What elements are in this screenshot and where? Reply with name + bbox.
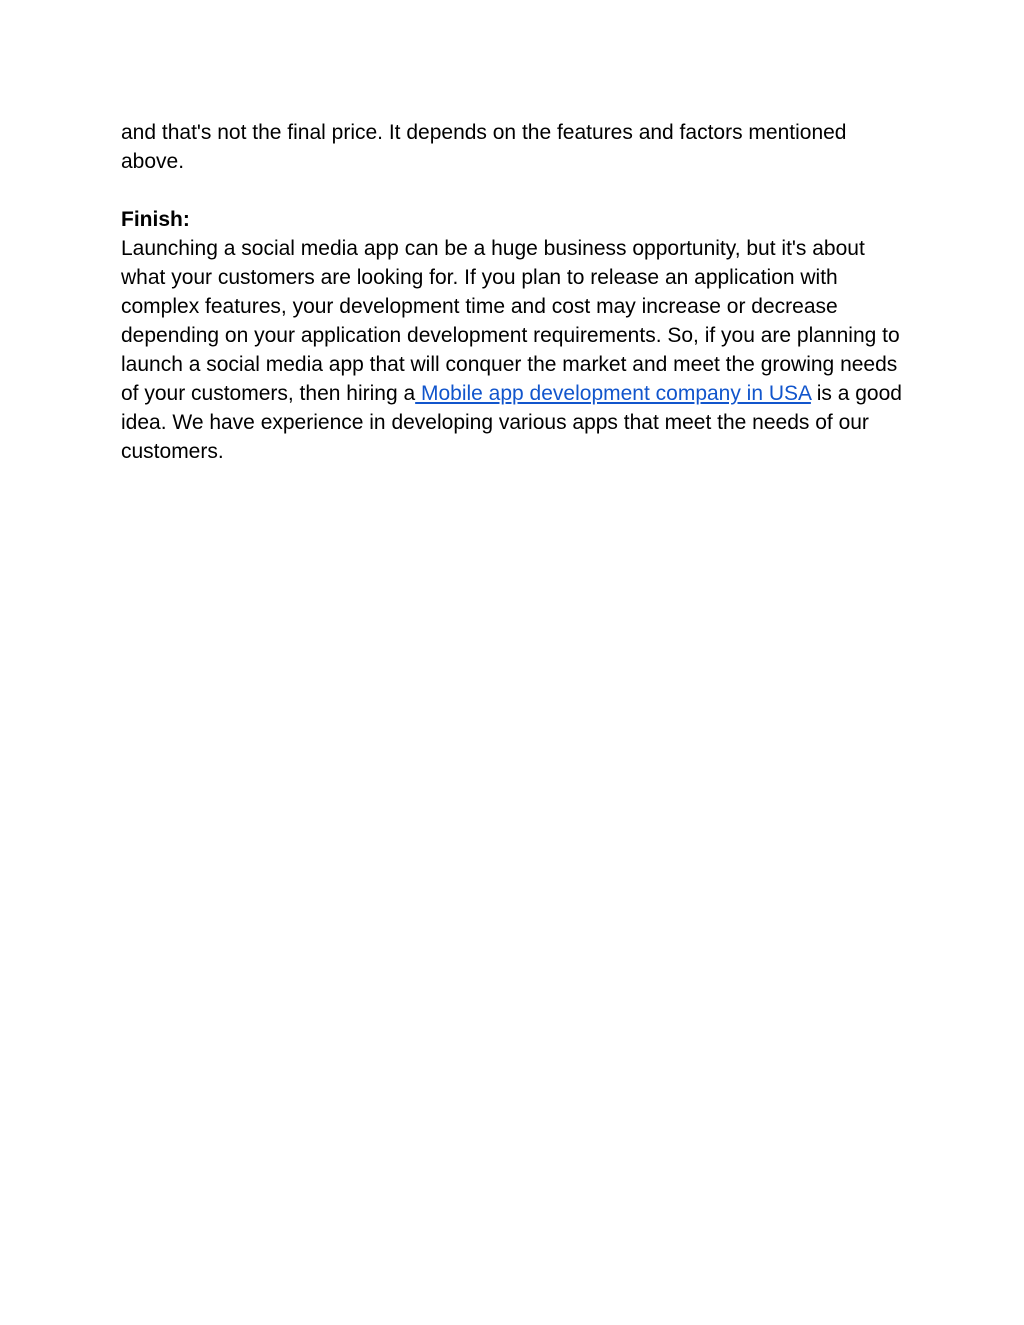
paragraph-spacer [121,176,911,205]
conclusion-paragraph [121,234,911,466]
company-link[interactable]: Mobile app development company in USA [415,382,811,405]
conclusion-text-before-link: Launching a social media app can be a huge business opportunity, but it's about what your customers are looking for. If you plan to release an application with complex features, your development time and cost may increase or decrease depending on your application development requirements. So, if you are planning to launch a social media app that will conquer the market and meet the growing needs of your customers, then hiring a [121,237,900,405]
section-heading: Finish: [121,208,190,231]
intro-paragraph: and that's not the final price. It depends on the features and factors mentioned above. [121,121,847,173]
document-page [121,118,911,466]
conclusion-text-after-link: is a good idea. We have experience in developing various apps that meet the needs of our customers. [121,382,902,463]
